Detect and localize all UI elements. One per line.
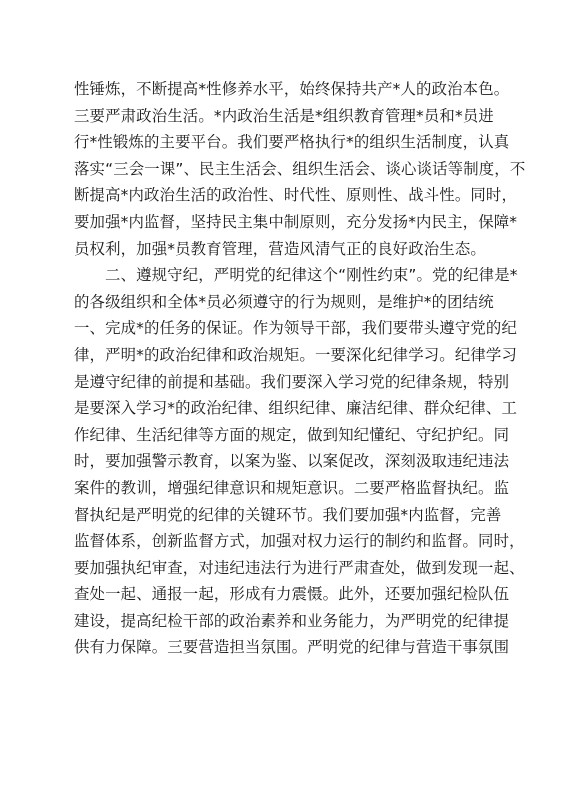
text-line: 员权利，加强*员教育管理，营造风清气正的良好政治生态。 xyxy=(74,239,486,258)
text-line: 是遵守纪律的前提和基础。我们要深入学习党的纪律条规，特别 xyxy=(74,372,510,391)
text-line: 要加强*内监督，坚持民主集中制原则，充分发扬*内民主，保障* xyxy=(74,212,518,231)
text-line: 要加强执纪审查，对违纪违法行为进行严肃查处，做到发现一起、 xyxy=(74,558,525,577)
text-line: 律，严明*的政治纪律和政治规矩。一要深化纪律学习。纪律学习 xyxy=(74,345,517,364)
text-line: 是要深入学习*的政治纪律、组织纪律、廉洁纪律、群众纪律、工 xyxy=(74,399,517,418)
text-line: 建设，提高纪检干部的政治素养和业务能力，为严明党的纪律提 xyxy=(74,611,510,630)
text-line: 的各级组织和全体*员必须遵守的行为规则，是维护*的团结统 xyxy=(74,292,494,311)
section-heading-line: 二、遵规守纪，严明党的纪律这个“刚性约束”。党的纪律是* xyxy=(105,266,518,285)
text-line: 时，要加强警示教育，以案为鉴、以案促改，深刻汲取违纪违法 xyxy=(74,452,510,471)
body-text xyxy=(74,76,526,661)
text-line: 性锤炼，不断提高*性修养水平，始终保持共产*人的政治本色。 xyxy=(74,80,510,98)
text-line: 供有力保障。三要营造担当氛围。严明党的纪律与营造干事氛围 xyxy=(74,638,510,657)
text-line: 案件的教训，增强纪律意识和规矩意识。二要严格监督执纪。监 xyxy=(74,478,510,497)
text-line: 行*性锻炼的主要平台。我们要严格执行*的组织生活制度，认真 xyxy=(74,133,510,152)
text-line: 一、完成*的任务的保证。作为领导干部，我们要带头遵守党的纪 xyxy=(74,319,517,338)
text-line: 作纪律、生活纪律等方面的规定，做到知纪懂纪、守纪护纪。同 xyxy=(74,425,510,444)
text-line: 断提高*内政治生活的政治性、时代性、原则性、战斗性。同时， xyxy=(74,186,517,205)
text-line: 落实“三会一课”、民主生活会、组织生活会、谈心谈话等制度，不 xyxy=(74,159,526,178)
text-line: 督执纪是严明党的纪律的关键环节。我们要加强*内监督，完善 xyxy=(74,505,502,524)
text-line: 三要严肃政治生活。*内政治生活是*组织教育管理*员和*员进 xyxy=(74,106,494,125)
text-line: 查处一起、通报一起，形成有力震慑。此外，还要加强纪检队伍 xyxy=(74,585,510,604)
text-line: 监督体系，创新监督方式，加强对权力运行的制约和监督。同时， xyxy=(74,532,525,551)
